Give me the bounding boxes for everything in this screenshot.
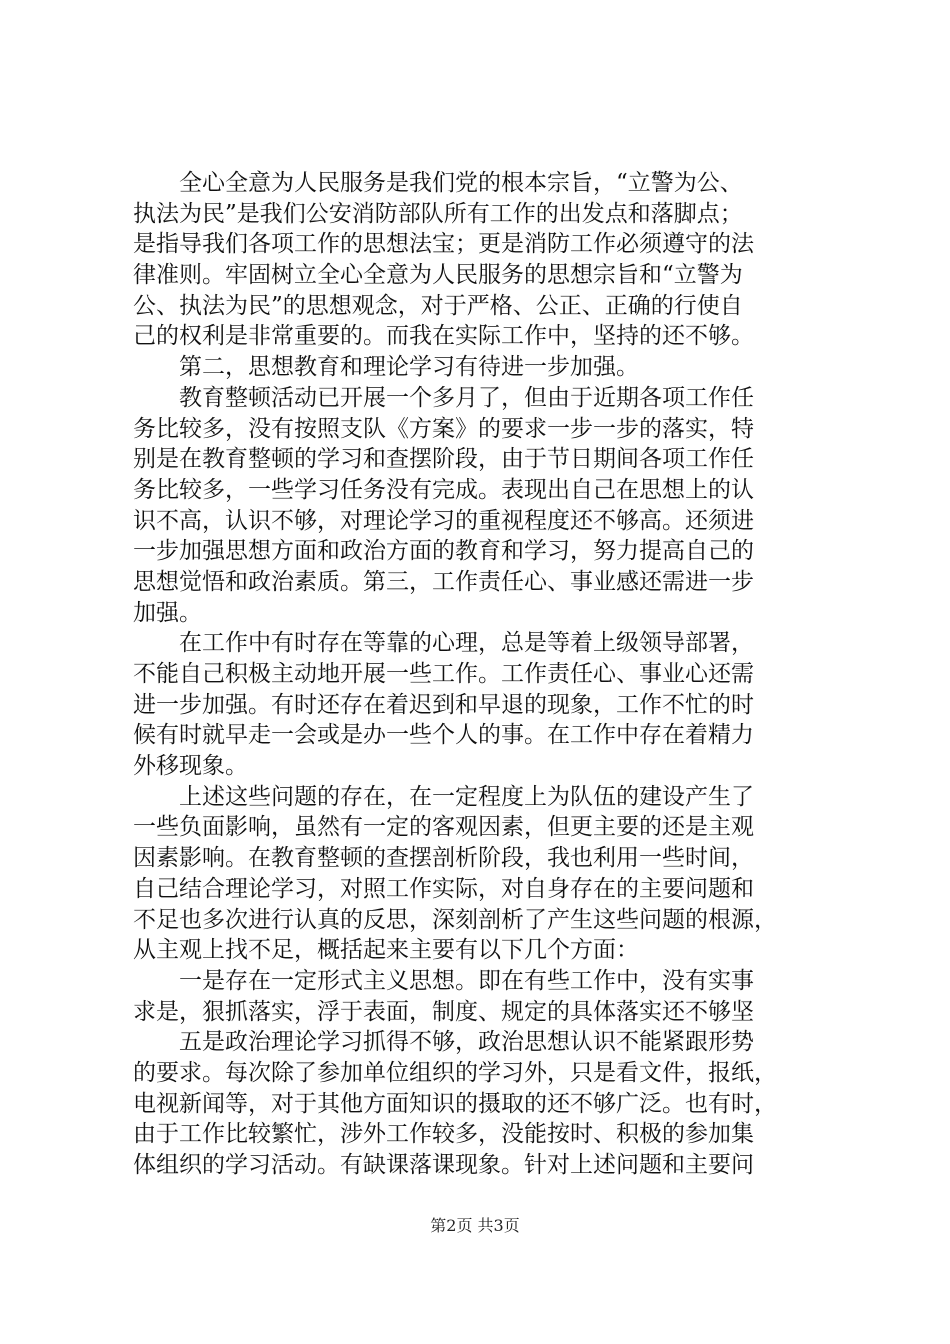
text-line: 第二，思想教育和理论学习有待进一步加强。 [179, 354, 639, 381]
text-line: 一是存在一定形式主义思想。即在有些工作中，没有实事 [179, 967, 754, 994]
text-line: 上述这些问题的存在，在一定程度上为队伍的建设产生了 [179, 783, 754, 810]
text-line: 识不高，认识不够，对理论学习的重视程度还不够高。还须进 [133, 507, 754, 534]
text-line: 进一步加强。有时还存在着迟到和早退的现象，工作不忙的时 [133, 691, 754, 718]
text-line: 因素影响。在教育整顿的查摆剖析阶段，我也利用一些时间， [133, 845, 754, 872]
text-line: 由于工作比较繁忙，涉外工作较多，没能按时、积极的参加集 [133, 1121, 754, 1148]
text-line: 教育整顿活动已开展一个多月了，但由于近期各项工作任 [179, 384, 754, 411]
text-line: 一些负面影响，虽然有一定的客观因素，但更主要的还是主观 [133, 814, 754, 841]
text-line: 从主观上找不足，概括起来主要有以下几个方面： [133, 937, 639, 964]
text-line: 不能自己积极主动地开展一些工作。工作责任心、事业心还需 [133, 661, 754, 687]
text-line: 不足也多次进行认真的反思，深刻剖析了产生这些问题的根源， [133, 906, 777, 933]
text-line: 务比较多，一些学习任务没有完成。表现出自己在思想上的认 [133, 476, 754, 503]
text-line: 五是政治理论学习抓得不够，政治思想认识不能紧跟形势 [179, 1029, 754, 1056]
text-line: 外移现象。 [133, 753, 248, 780]
document-body [133, 168, 833, 1181]
page-footer: 第2页 共3页 [430, 1216, 520, 1235]
text-line: 别是在教育整顿的学习和查摆阶段，由于节日期间各项工作任 [133, 446, 754, 473]
text-line: 公、执法为民”的思想观念，对于严格、公正、正确的行使自 [133, 292, 743, 319]
text-line: 加强。 [133, 599, 202, 626]
text-line: 在工作中有时存在等靠的心理，总是等着上级领导部署， [179, 630, 754, 657]
text-line: 求是，狠抓落实，浮于表面，制度、规定的具体落实还不够坚 [133, 998, 754, 1025]
text-line: 律准则。牢固树立全心全意为人民服务的思想宗旨和“立警为 [133, 262, 743, 289]
text-line: 体组织的学习活动。有缺课落课现象。针对上述问题和主要问 [133, 1152, 754, 1178]
text-line: 的要求。每次除了参加单位组织的学习外，只是看文件，报纸， [133, 1059, 777, 1086]
text-line: 己的权利是非常重要的。而我在实际工作中，坚持的还不够。 [133, 323, 754, 350]
text-line: 务比较多，没有按照支队《方案》的要求一步一步的落实，特 [133, 415, 754, 442]
text-line: 执法为民”是我们公安消防部队所有工作的出发点和落脚点； [133, 200, 743, 227]
text-line: 一步加强思想方面和政治方面的教育和学习，努力提高自己的 [133, 538, 754, 565]
text-line: 全心全意为人民服务是我们党的根本宗旨，“立警为公、 [179, 170, 743, 196]
text-line: 电视新闻等，对于其他方面知识的摄取的还不够广泛。也有时， [133, 1090, 777, 1117]
text-line: 是指导我们各项工作的思想法宝；更是消防工作必须遵守的法 [133, 231, 754, 258]
text-line: 候有时就早走一会或是办一些个人的事。在工作中存在着精力 [133, 722, 754, 749]
text-line: 思想觉悟和政治素质。第三，工作责任心、事业感还需进一步 [133, 568, 754, 595]
text-line: 自己结合理论学习，对照工作实际，对自身存在的主要问题和 [133, 875, 754, 902]
